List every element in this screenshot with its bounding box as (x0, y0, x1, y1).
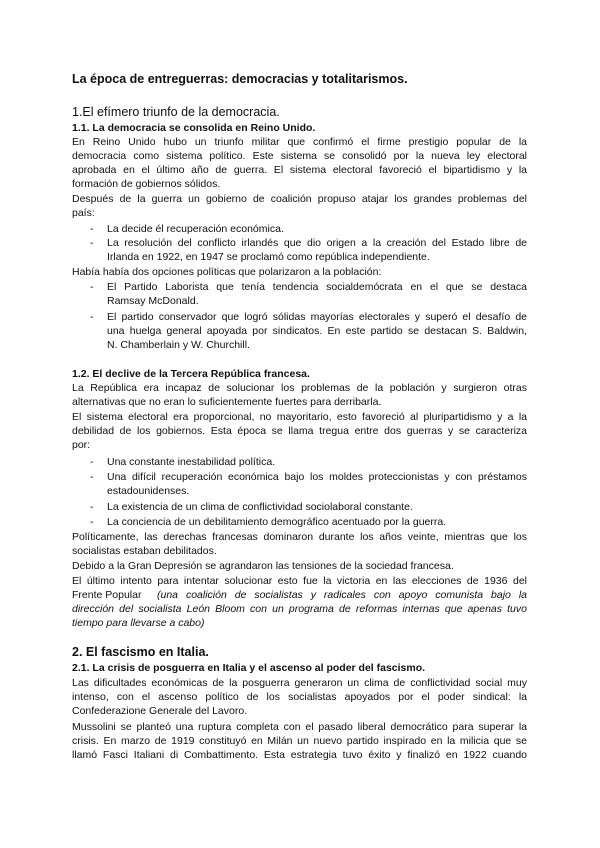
list-item: Una difícil recuperación económica bajo los moldes proteccionistas y con préstamos (107, 471, 527, 483)
list-item: una huelga general apoyada por sindicatos. En este partido se destacan S. Baldwin, (107, 325, 527, 337)
document-title: La época de entreguerras: democracias y totalitarismos. (72, 72, 408, 86)
list-item: El partido conservador que logró sólidas mayorías electorales y superó el desafío de (107, 311, 527, 323)
section-1-heading: 1.El efímero triunfo de la democracia. (72, 105, 280, 119)
paragraph-line: Frente Popular (72, 589, 142, 601)
list-bullet: - (90, 501, 94, 513)
list-item: La existencia de un clima de conflictividad sociolaboral constante. (107, 501, 413, 513)
section-2-heading: 2. El fascismo en Italia. (72, 645, 209, 659)
paragraph-line: socialistas estaban debilitados. (72, 545, 217, 557)
list-bullet: - (90, 456, 94, 468)
paragraph-line: por: (72, 439, 91, 451)
paragraph-line-italic: dirección del socialista León Bloom con un programa de reformas internas que apenas tuvo (72, 603, 527, 615)
list-item: Irlanda en 1922, en 1947 se proclamó como república independiente. (107, 251, 430, 263)
list-item: estadounidenses. (107, 485, 190, 497)
subsection-2-1-heading: 2.1. La crisis de posguerra en Italia y el ascenso al poder del fascismo. (72, 662, 426, 674)
list-item: El Partido Laborista que tenía tendencia socialdemócrata en el que se destaca (107, 281, 527, 293)
list-item: N. Chamberlain y W. Churchill. (107, 339, 250, 351)
list-bullet: - (90, 281, 94, 293)
paragraph-line: Confederazione Generale del Lavoro. (72, 705, 248, 717)
subsection-1-1-heading: 1.1. La democracia se consolida en Reino Unido. (72, 122, 316, 134)
paragraph-line: llamó Fasci Italiani di Combattimento. Esta estrategia tuvo éxito y finalizó en 1922 cuando (72, 749, 527, 761)
paragraph-line: Políticamente, las derechas francesas dominaron durante los años veinte, mientras que los (72, 531, 527, 543)
paragraph-line: Debido a la Gran Depresión se agrandaron las tensiones de la sociedad francesa. (72, 560, 454, 572)
list-bullet: - (90, 311, 94, 323)
paragraph-line: El último intento para intentar solucionar esto fue la victoria en las elecciones de 1936 del (72, 575, 527, 587)
paragraph-line: intenso, con el ascenso político de los socialistas apoyados por el poder sindical: la (72, 691, 527, 703)
paragraph-line: Había había dos opciones políticas que polarizaron a la población: (72, 266, 382, 278)
paragraph-line: La República era incapaz de solucionar los problemas de la población y surgieron otras (72, 382, 527, 394)
paragraph-line: formación de gobiernos sólidos. (72, 178, 221, 190)
paragraph-line: En Reino Unido hubo un triunfo militar que confirmó el firme prestigio popular de la (72, 136, 527, 148)
paragraph-line: crisis. En marzo de 1919 constituyó en Milán un nuevo partido inspirado en la milicia que se (72, 735, 527, 747)
paragraph-line: El sistema electoral era proporcional, no mayoritario, esto favoreció al pluripartidismo y a la (72, 411, 527, 423)
list-bullet: - (90, 471, 94, 483)
list-bullet: - (90, 237, 94, 249)
list-bullet: - (90, 516, 94, 528)
paragraph-line: país: (72, 207, 95, 219)
list-item: La decide él recuperación económica. (107, 223, 284, 235)
paragraph-line: alternativas que no eran lo suficientemente fuertes para derribarla. (72, 396, 382, 408)
list-item: Ramsay McDonald. (107, 295, 199, 307)
paragraph-line-italic: (una coalición de socialistas y radicales con apoyo comunista bajo la (157, 589, 527, 601)
list-item: La conciencia de un debilitamiento demográfico acentuado por la guerra. (107, 516, 447, 528)
paragraph-line: Después de la guerra un gobierno de coalición propuso atajar los grandes problemas del (72, 193, 527, 205)
list-item: La resolución del conflicto irlandés que dio origen a la creación del Estado libre de (107, 237, 527, 249)
paragraph-line: Mussolini se planteó una ruptura completa con el pasado liberal democrático para superar la (72, 721, 527, 733)
paragraph-line: debilidad de los gobiernos. Esta época se llama tregua entre dos guerras y se caracteriza (72, 425, 527, 437)
paragraph-line: Las dificultades económicas de la posguerra generaron un clima de conflictividad social muy (72, 677, 527, 689)
subsection-1-2-heading: 1.2. El declive de la Tercera República francesa. (72, 368, 310, 380)
list-bullet: - (90, 223, 94, 235)
paragraph-line: democracia como sistema político. Este sistema se consolidó por la nueva ley electoral (72, 150, 527, 162)
paragraph-line: aprobada en el último año de guerra. El sistema electoral favoreció el bipartidismo y la (72, 164, 527, 176)
paragraph-line-italic: tiempo para llevarse a cabo) (72, 617, 205, 629)
list-item: Una constante inestabilidad política. (107, 456, 276, 468)
